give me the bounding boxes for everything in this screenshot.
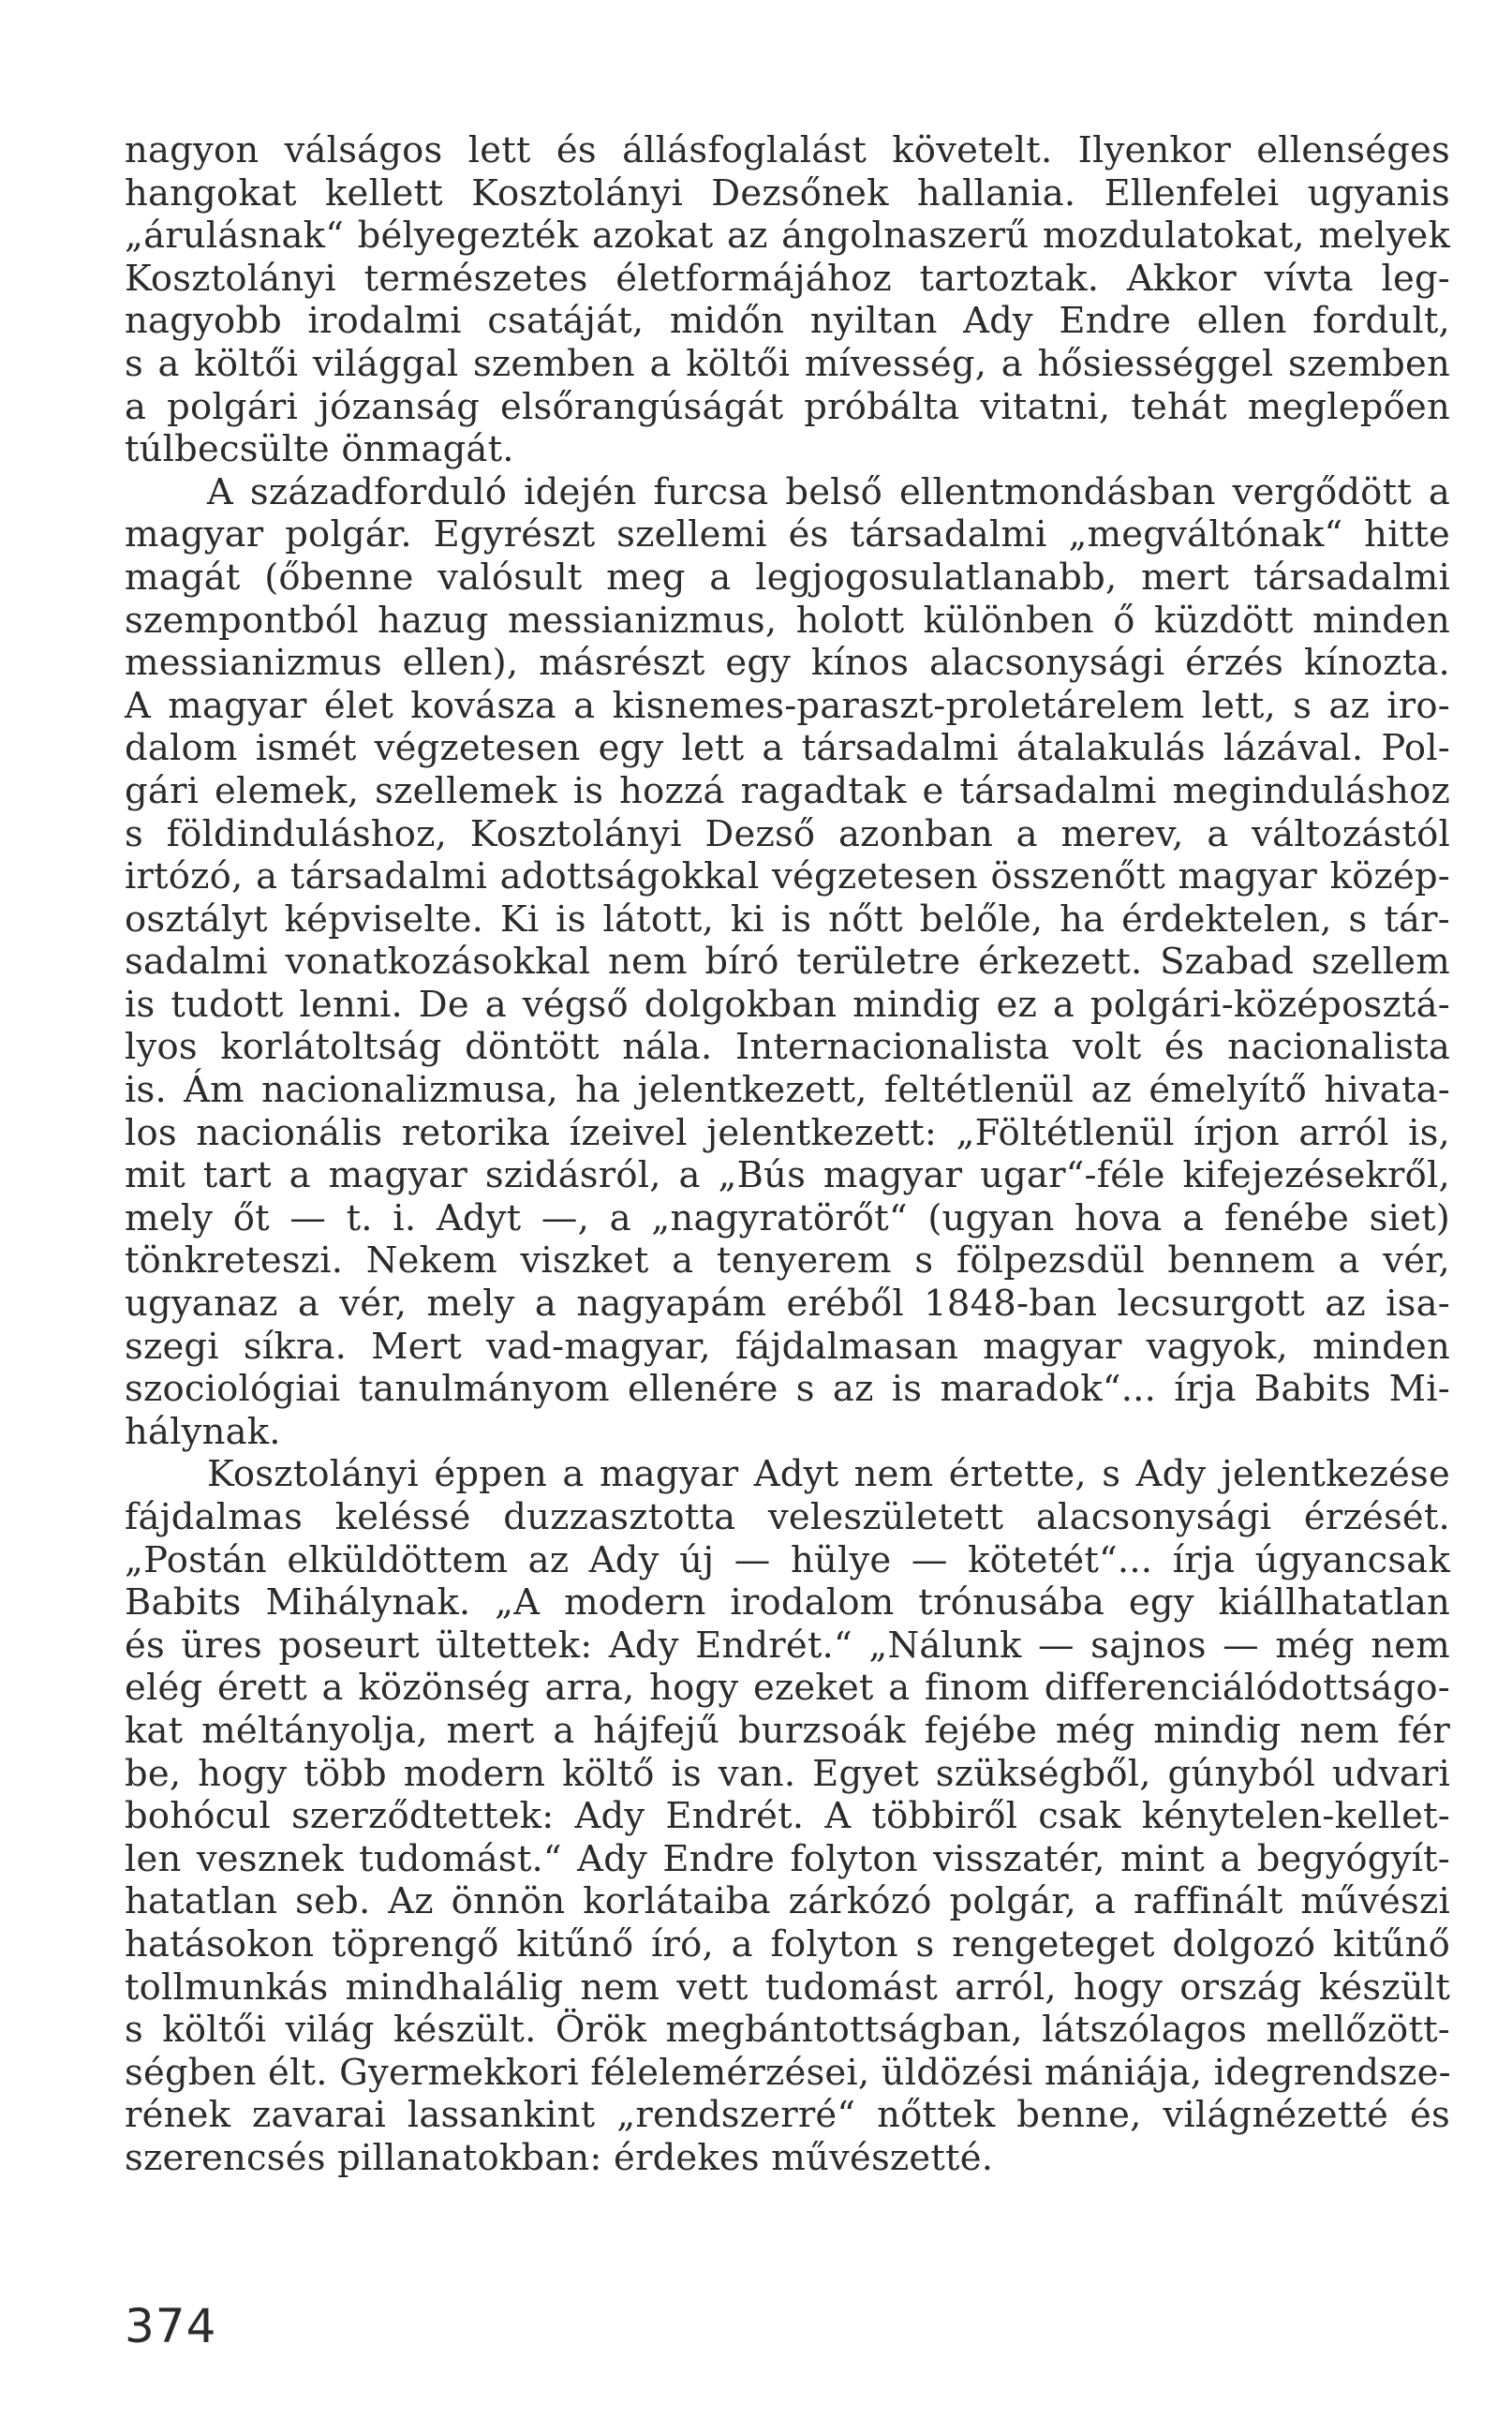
text-line: los nacionális retorika ízeivel jelentkezett: „Föltétlenül írjon arról is, — [125, 1111, 1450, 1154]
paragraph-2 — [125, 471, 1450, 1454]
text-line: lyos korlátoltság döntött nála. Internacionalista volt és nacionalista — [125, 1026, 1450, 1069]
paragraph-3 — [125, 1453, 1450, 2179]
text-line: irtózó, a társadalmi adottságokkal végzetesen összenőtt magyar közép- — [125, 855, 1450, 898]
page-body — [125, 129, 1450, 2180]
text-line: A magyar élet kovásza a kisnemes-paraszt-proletárelem lett, s az iro- — [125, 684, 1450, 727]
text-line: „Postán elküldöttem az Ady új — hülye — kötetét“... írja úgyancsak — [125, 1538, 1450, 1581]
text-line: hatásokon töprengő kitűnő író, a folyton s rengeteget dolgozó kitűnő — [125, 1922, 1450, 1966]
text-line: hálynak. — [125, 1410, 281, 1453]
text-line: mit tart a magyar szidásról, a „Bús magyar ugar“-féle kifejezésekről, — [125, 1154, 1450, 1197]
text-line: szerencsés pillanatokban: érdekes művészetté. — [125, 2136, 994, 2179]
text-line: fájdalmas keléssé duzzasztotta veleszületett alacsonysági érzését. — [125, 1496, 1450, 1538]
text-line: „árulásnak“ bélyegezték azokat az ángolnaszerű mozdulatokat, melyek — [125, 215, 1450, 258]
text-line: Kosztolányi éppen a magyar Adyt nem értette, s Ady jelentkezése — [207, 1453, 1450, 1496]
text-line: ugyanaz a vér, mely a nagyapám eréből 1848-ban lecsurgott az isa- — [125, 1283, 1450, 1326]
text-line: nagyobb irodalmi csatáját, midőn nyiltan Ady Endre ellen fordult, — [125, 300, 1450, 343]
text-line: Babits Mihálynak. „A modern irodalom trónusába egy kiállhatatlan — [125, 1581, 1450, 1624]
text-line: messianizmus ellen), másrészt egy kínos alacsonysági érzés kínozta. — [125, 642, 1450, 685]
text-line: hatatlan seb. Az önnön korlátaiba zárkózó polgár, a raffinált művészi — [125, 1880, 1450, 1923]
text-line: Kosztolányi természetes életformájához tartoztak. Akkor vívta leg- — [125, 257, 1450, 300]
text-line: ségben élt. Gyermekkori félelemérzései, üldözési mániája, idegrendsze- — [125, 2051, 1451, 2094]
text-line: túlbecsülte önmagát. — [125, 428, 514, 471]
text-line: bohócul szerződtettek: Ady Endrét. A többiről csak kénytelen-kellet- — [125, 1795, 1450, 1838]
text-line: magát (őbenne valósult meg a legjogosulatlanabb, mert társadalmi — [125, 556, 1450, 599]
text-line: kat méltányolja, mert a hájfejű burzsoák fejébe még mindig nem fér — [125, 1709, 1450, 1752]
text-line: is. Ám nacionalizmusa, ha jelentkezett, feltétlenül az émelyítő hivata- — [125, 1069, 1450, 1112]
text-line: A századforduló idején furcsa belső ellentmondásban vergődött a — [207, 470, 1450, 513]
text-line: és üres poseurt ültettek: Ady Endrét.“ „Nálunk — sajnos — még nem — [125, 1624, 1450, 1667]
text-line: is tudott lenni. De a végső dolgokban mindig ez a polgári-középosztá- — [125, 983, 1450, 1026]
text-line: s földinduláshoz, Kosztolányi Dezső azonban a merev, a változástól — [125, 812, 1450, 855]
text-line: sadalmi vonatkozásokkal nem bíró területre érkezett. Szabad szellem — [125, 941, 1450, 984]
text-line: s költői világ készült. Örök megbántottságban, látszólagos mellőzött- — [125, 2009, 1450, 2052]
text-line: a polgári józanság elsőrangúságát próbálta vitatni, tehát meglepően — [125, 385, 1450, 428]
text-line: dalom ismét végzetesen egy lett a társadalmi átalakulás lázával. Pol- — [125, 727, 1450, 770]
text-line: szempontból hazug messianizmus, holott különben ő küzdött minden — [125, 599, 1450, 642]
text-line: mely őt — t. i. Adyt —, a „nagyratörőt“ (ugyan hova a fenébe siet) — [125, 1196, 1450, 1239]
text-line: elég érett a közönség arra, hogy ezeket a finom differenciálódottságo- — [125, 1667, 1450, 1710]
text-line: rének zavarai lassankint „rendszerré“ nőttek benne, világnézetté és — [125, 2094, 1450, 2137]
text-line: len vesznek tudomást.“ Ady Endre folyton visszatér, mint a begyógyít- — [125, 1837, 1450, 1880]
text-line: nagyon válságos lett és állásfoglalást követelt. Ilyenkor ellenséges — [125, 129, 1450, 171]
text-line: gári elemek, szellemek is hozzá ragadtak e társadalmi meginduláshoz — [125, 769, 1450, 812]
text-line: szegi síkra. Mert vad-magyar, fájdalmasan magyar vagyok, minden — [125, 1325, 1450, 1368]
page-number: 374 — [125, 2299, 217, 2353]
text-line: osztályt képviselte. Ki is látott, ki is nőtt belőle, ha érdektelen, s tár- — [125, 898, 1450, 941]
text-line: tönkreteszi. Nekem viszket a tenyerem s fölpezsdül bennem a vér, — [125, 1239, 1450, 1283]
text-line: s a költői világgal szemben a költői mívesség, a hősiességgel szemben — [125, 342, 1450, 385]
text-line: hangokat kellett Kosztolányi Dezsőnek hallania. Ellenfelei ugyanis — [125, 171, 1450, 215]
text-line: magyar polgár. Egyrészt szellemi és társadalmi „megváltónak“ hitte — [125, 513, 1450, 556]
text-line: szociológiai tanulmányom ellenére s az is maradok“... írja Babits Mi- — [125, 1368, 1450, 1411]
paragraph-1 — [125, 129, 1450, 471]
text-line: tollmunkás mindhalálig nem vett tudomást arról, hogy ország készült — [125, 1966, 1450, 2009]
text-line: be, hogy több modern költő is van. Egyet szükségből, gúnyból udvari — [125, 1752, 1450, 1795]
